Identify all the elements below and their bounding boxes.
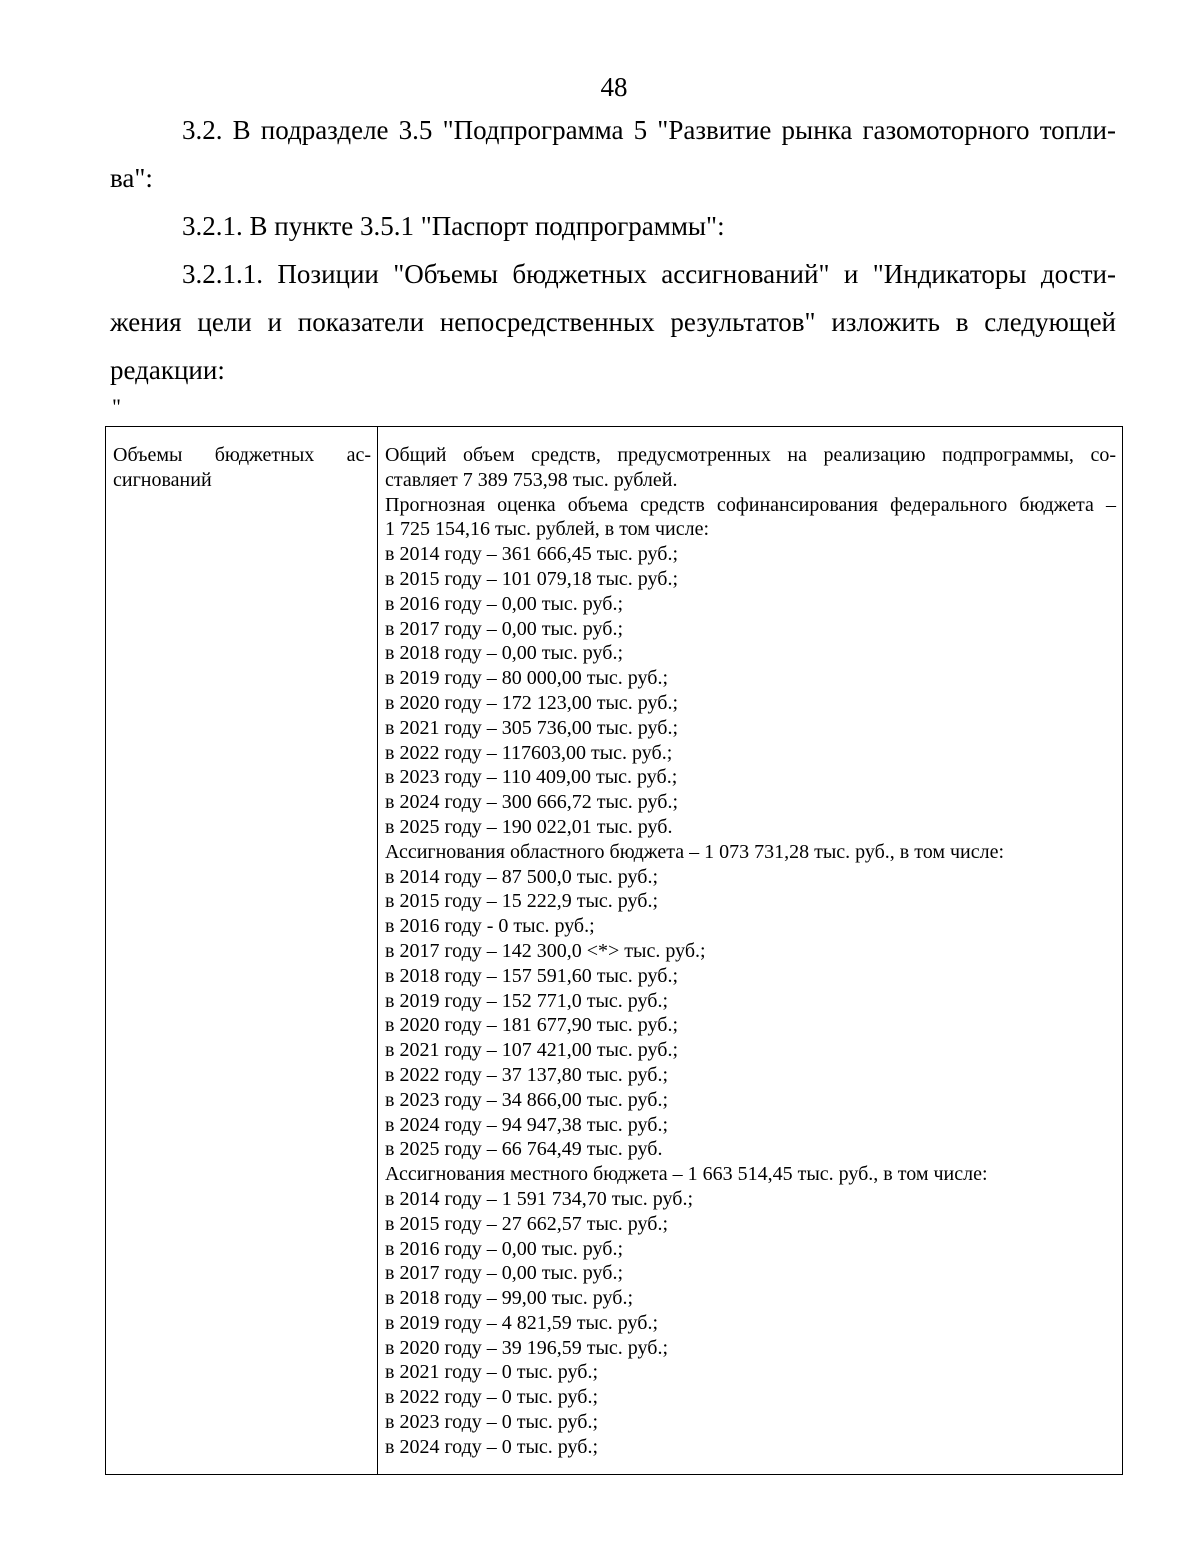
local-year-item: в 2014 году – 1 591 734,70 тыс. руб.;: [385, 1187, 694, 1210]
regional-year-item: в 2015 году – 15 222,9 тыс. руб.;: [385, 890, 659, 913]
local-year-item: в 2015 году – 27 662,57 тыс. руб.;: [385, 1212, 669, 1235]
paragraph-line: 3.2.1. В пункте 3.5.1 "Паспорт подпрограммы":: [182, 211, 725, 241]
regional-year-item: в 2023 году – 34 866,00 тыс. руб.;: [385, 1088, 669, 1111]
federal-year-item: в 2015 году – 101 079,18 тыс. руб.;: [385, 567, 679, 590]
local-year-item: в 2021 году – 0 тыс. руб.;: [385, 1361, 599, 1384]
label-line: Объемы бюджетных ас-: [113, 444, 371, 466]
federal-header-line: Прогнозная оценка объема средств софинансирования федерального бюджета –: [385, 493, 1116, 516]
local-year-item: в 2017 году – 0,00 тыс. руб.;: [385, 1262, 624, 1285]
regional-year-item: в 2025 году – 66 764,49 тыс. руб.: [385, 1138, 663, 1161]
local-year-item: в 2016 году – 0,00 тыс. руб.;: [385, 1237, 624, 1260]
federal-year-item: в 2014 году – 361 666,45 тыс. руб.;: [385, 543, 679, 566]
federal-year-item: в 2021 году – 305 736,00 тыс. руб.;: [385, 716, 679, 739]
label-cell: [106, 427, 378, 1475]
federal-year-item: в 2023 году – 110 409,00 тыс. руб.;: [385, 766, 678, 789]
local-header-line: Ассигнования местного бюджета – 1 663 514,45 тыс. руб., в том числе:: [385, 1163, 988, 1186]
opening-quote-mark: ": [112, 394, 121, 419]
federal-year-item: в 2018 году – 0,00 тыс. руб.;: [385, 642, 624, 665]
federal-year-item: в 2024 году – 300 666,72 тыс. руб.;: [385, 791, 679, 814]
regional-year-item: в 2019 году – 152 771,0 тыс. руб.;: [385, 989, 669, 1012]
federal-year-item: в 2019 году – 80 000,00 тыс. руб.;: [385, 667, 669, 690]
paragraph-3-2-1-1: [110, 250, 1116, 394]
regional-year-item: в 2020 году – 181 677,90 тыс. руб.;: [385, 1014, 679, 1037]
local-year-item: в 2024 году – 0 тыс. руб.;: [385, 1435, 599, 1458]
local-year-item: в 2018 году – 99,00 тыс. руб.;: [385, 1287, 634, 1310]
paragraph-line: редакции:: [110, 355, 225, 385]
local-year-item: в 2019 году – 4 821,59 тыс. руб.;: [385, 1311, 659, 1334]
total-line: Общий объем средств, предусмотренных на реализацию подпрограммы, со-: [385, 444, 1116, 466]
regional-year-item: в 2022 году – 37 137,80 тыс. руб.;: [385, 1063, 669, 1086]
paragraph-3-2: [110, 106, 1116, 202]
regional-year-item: в 2021 году – 107 421,00 тыс. руб.;: [385, 1039, 679, 1062]
page-number: 48: [600, 72, 628, 102]
federal-year-item: в 2022 году – 117603,00 тыс. руб.;: [385, 741, 673, 764]
regional-year-item: в 2024 году – 94 947,38 тыс. руб.;: [385, 1113, 669, 1136]
regional-year-item: в 2016 году - 0 тыс. руб.;: [385, 915, 595, 938]
paragraph-line: ва":: [110, 163, 153, 193]
local-year-item: в 2023 году – 0 тыс. руб.;: [385, 1411, 599, 1434]
table-row: [106, 427, 1123, 1475]
federal-year-item: в 2020 году – 172 123,00 тыс. руб.;: [385, 691, 679, 714]
label-line: сигнований: [113, 468, 212, 491]
federal-year-item: в 2025 году – 190 022,01 тыс. руб.: [385, 815, 673, 838]
federal-year-item: в 2017 году – 0,00 тыс. руб.;: [385, 617, 624, 640]
local-year-item: в 2022 году – 0 тыс. руб.;: [385, 1386, 599, 1409]
budget-passport-table: [105, 426, 1123, 1475]
local-years-list: [385, 1187, 1116, 1460]
federal-header-line: 1 725 154,16 тыс. рублей, в том числе:: [385, 518, 710, 541]
regional-year-item: в 2014 году – 87 500,0 тыс. руб.;: [385, 865, 659, 888]
federal-years-list: [385, 542, 1116, 840]
paragraph-3-2-1: [110, 202, 1116, 250]
paragraph-line: жения цели и показатели непосредственных результатов" изложить в следующей: [110, 307, 1116, 337]
regional-year-item: в 2018 году – 157 591,60 тыс. руб.;: [385, 964, 679, 987]
federal-year-item: в 2016 году – 0,00 тыс. руб.;: [385, 592, 624, 615]
local-year-item: в 2020 году – 39 196,59 тыс. руб.;: [385, 1336, 669, 1359]
regional-years-list: [385, 865, 1116, 1163]
value-cell: [378, 427, 1123, 1475]
total-line: ставляет 7 389 753,98 тыс. рублей.: [385, 468, 678, 491]
paragraph-line: 3.2.1.1. Позиции "Объемы бюджетных ассигнований" и "Индикаторы дости-: [182, 259, 1116, 289]
paragraph-line: 3.2. В подразделе 3.5 "Подпрограмма 5 "Развитие рынка газомоторного топли-: [182, 115, 1116, 145]
regional-header-line: Ассигнования областного бюджета – 1 073 731,28 тыс. руб., в том числе:: [385, 840, 1005, 863]
regional-year-item: в 2017 году – 142 300,0 <*> тыс. руб.;: [385, 939, 706, 962]
